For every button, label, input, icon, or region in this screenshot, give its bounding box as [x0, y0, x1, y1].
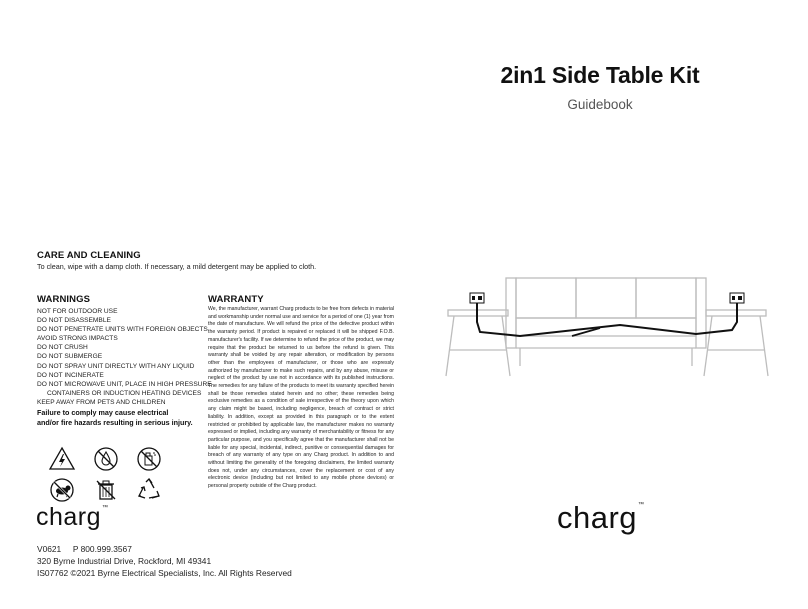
warnings-heading: WARNINGS — [37, 294, 91, 305]
guide-subtitle: Guidebook — [567, 97, 633, 112]
care-heading: CARE AND CLEANING — [37, 250, 141, 261]
sofa-side-table-illustration — [440, 270, 780, 380]
care-text: To clean, wipe with a damp cloth. If necessary, a mild detergent may be applied to cloth. — [37, 262, 317, 271]
warning-icons — [40, 440, 180, 510]
address-line: 320 Byrne Industrial Drive, Rockford, MI 49341 — [37, 556, 212, 567]
logo-text: charg — [557, 500, 638, 535]
company-info — [37, 543, 292, 580]
no-trash-icon — [92, 476, 120, 504]
warnings-list — [37, 307, 212, 407]
warning-item: DO NOT CRUSH — [37, 344, 88, 352]
guide-title: 2in1 Side Table Kit — [500, 62, 700, 88]
warning-item: NOT FOR OUTDOOR USE — [37, 308, 118, 315]
warning-item: DO NOT INCINERATE — [37, 371, 104, 379]
warning-item: KEEP AWAY FROM PETS AND CHILDREN — [37, 398, 166, 406]
no-spray-icon — [135, 445, 163, 473]
recycle-icon — [135, 476, 163, 504]
warning-item: AVOID STRONG IMPACTS — [37, 335, 118, 343]
warning-item: CONTAINERS OR INDUCTION HEATING DEVICES — [47, 389, 202, 397]
version-code: V0621 — [37, 544, 62, 554]
warnings-hazard-note — [37, 408, 207, 428]
warning-item: DO NOT SUBMERGE — [37, 353, 103, 361]
warning-item: DO NOT PENETRATE UNITS WITH FOREIGN OBJECTS — [37, 326, 208, 334]
logo-text: charg — [36, 503, 102, 531]
charg-logo-back — [36, 503, 108, 532]
code-phone-line — [37, 543, 292, 555]
copyright-line: IS07762 ©2021 Byrne Electrical Specialists, Inc. All Rights Reserved — [37, 568, 292, 579]
warranty-heading: WARRANTY — [208, 294, 264, 305]
trademark-mark: ™ — [638, 502, 645, 508]
hazard-line: and/or fire hazards resulting in serious injury. — [37, 418, 193, 428]
warning-item: DO NOT DISASSEMBLE — [37, 317, 111, 325]
hazard-line: Failure to comply may cause electrical — [37, 408, 169, 417]
charg-logo-cover — [557, 500, 644, 536]
warranty-text: We, the manufacturer, warrant Charg products to be free from defects in material and workmanship under normal use and service for a period of one (1) year from the date of manufacture. We will refund the price of the defective product within the warranty period. If product is repaired or replaced it will be shipped F.O.B. manufacturer's facility. If we determine to refund the price of the product, we may require that the product be returned to us before the refund is given. This warranty shall be voided by any repair alteration, or modification by persons other than the employees of manufacturer, or those who are expressly authorized by manufacturer to make such repairs, and by any abuse, misuse or neglect of the product by use not in accordance with its published instructions. The remedies for any failure of the products to meet its warranty specified herein shall be those remedies stated herein and no other; these remedies being exclusive remedies as a condition of sale irrespective of the theory upon which any claim might be based, including negligence, breach of contract or strict liability. In addition, except as provided in this paragraph or to the extent restricted or prohibited by applicable law, the manufacturer makes no warranty expressed or implied, including any warranty of merchantability or fitness for any particular purpose, and you specifically agree that the manufacturer shall not be liable for any special, incidental, indirect, punitive or consequential damages for breach of any warranty of any type on any Charg product. In addition to and without limiting the generality of the foregoing disclaimers, the limited warranty does not, under any circumstances, cover the replacement or cost of any electronic device (including but not limited to any mobile phone devices) or personal property outside of the Charg product. — [208, 306, 394, 490]
phone-number: P 800.999.3567 — [72, 544, 132, 554]
trademark-mark: ™ — [102, 505, 109, 511]
no-liquid-icon — [92, 445, 120, 473]
no-pets-icon — [48, 476, 76, 504]
warning-item: DO NOT MICROWAVE UNIT, PLACE IN HIGH PRESSURE — [37, 380, 212, 388]
warning-item: DO NOT SPRAY UNIT DIRECTLY WITH ANY LIQUID — [37, 362, 195, 370]
electrical-hazard-icon — [48, 445, 76, 473]
